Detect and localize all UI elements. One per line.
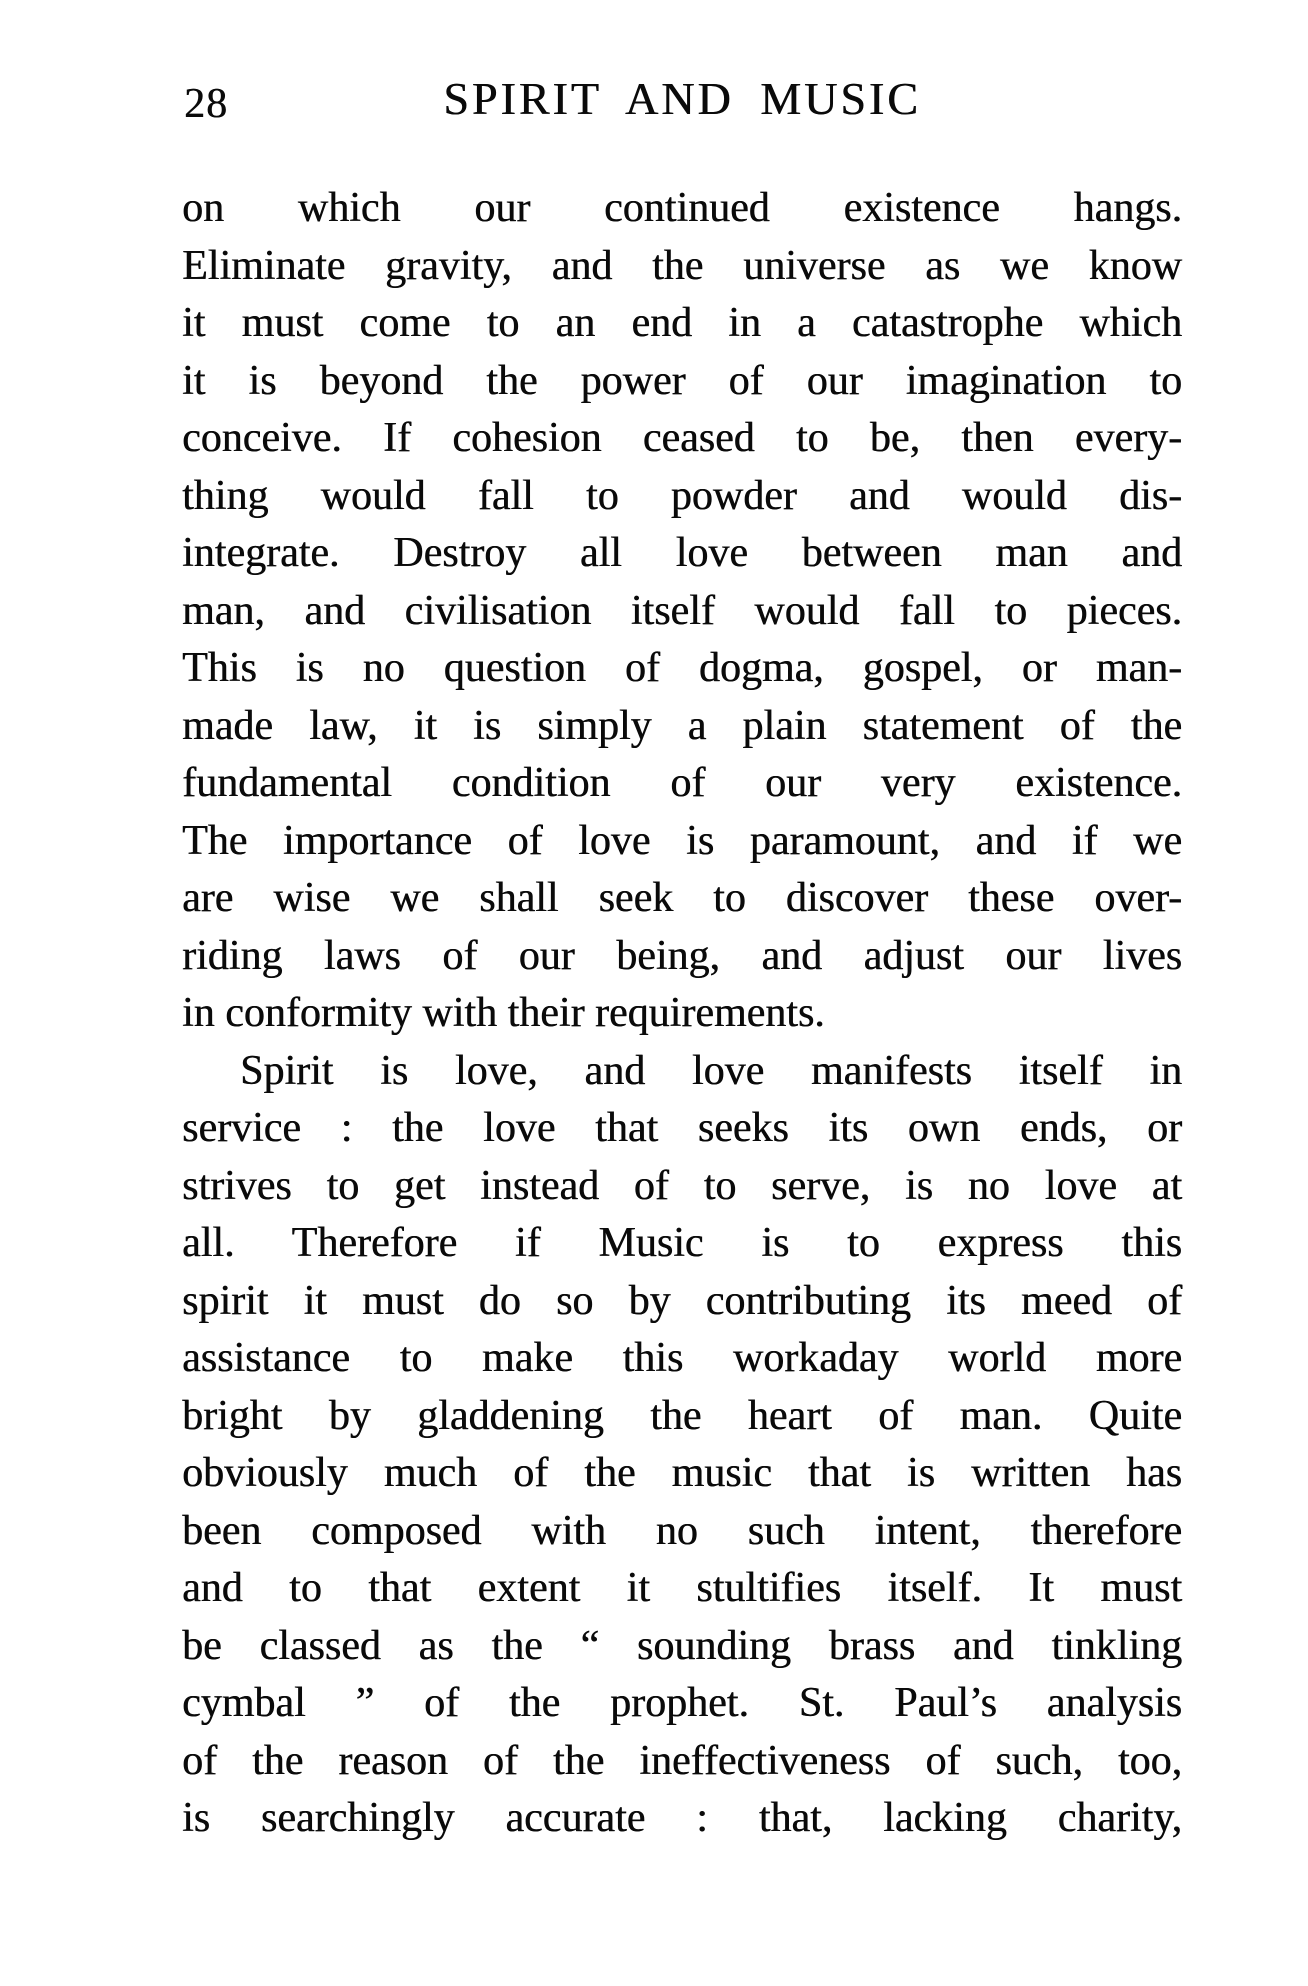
text-line: Spirit is love, and love manifests itself in [240,1047,1182,1094]
text-line: in conformity with their requirements. [182,990,825,1036]
page-number: 28 [184,81,228,127]
text-line: of the reason of the ineffectiveness of such, too, [182,1737,1182,1784]
text-line: Eliminate gravity, and the universe as we know [182,242,1182,289]
text-line: made law, it is simply a plain statement of the [182,702,1182,749]
text-line: spirit it must do so by contributing its meed of [182,1277,1182,1324]
text-line: all. Therefore if Music is to express this [182,1220,1182,1266]
text-line: bright by gladdening the heart of man. Quite [182,1392,1182,1439]
text-line: and to that extent it stultifies itself. It must [182,1565,1182,1611]
text-line: it is beyond the power of our imagination to [182,357,1182,404]
text-line: thing would fall to powder and would dis- [182,472,1182,519]
text-line: riding laws of our being, and adjust our lives [182,932,1182,979]
text-line: integrate. Destroy all love between man and [182,530,1182,576]
running-title: SPIRIT AND MUSIC [443,73,921,124]
text-line: obviously much of the music that is written has [182,1450,1182,1496]
page-header [182,72,1182,128]
text-line: been composed with no such intent, therefore [182,1507,1182,1554]
text-line: conceive. If cohesion ceased to be, then every- [182,415,1182,461]
text-line: be classed as the “ sounding brass and tinkling [182,1622,1182,1669]
text-line: This is no question of dogma, gospel, or man- [182,645,1182,691]
text-line: The importance of love is paramount, and if we [182,817,1182,864]
body-text [182,180,1182,1848]
text-line: are wise we shall seek to discover these over- [182,875,1182,921]
text-line: on which our continued existence hangs. [182,185,1182,231]
text-line: cymbal ” of the prophet. St. Paul’s analysis [182,1680,1182,1726]
text-line: man, and civilisation itself would fall to pieces. [182,587,1182,634]
text-line: strives to get instead of to serve, is no love at [182,1162,1182,1209]
text-line: it must come to an end in a catastrophe which [182,300,1182,346]
text-line: fundamental condition of our very existence. [182,760,1182,806]
text-line: is searchingly accurate : that, lacking charity, [182,1795,1182,1841]
text-line: service : the love that seeks its own ends, or [182,1105,1182,1151]
text-line: assistance to make this workaday world more [182,1335,1182,1381]
